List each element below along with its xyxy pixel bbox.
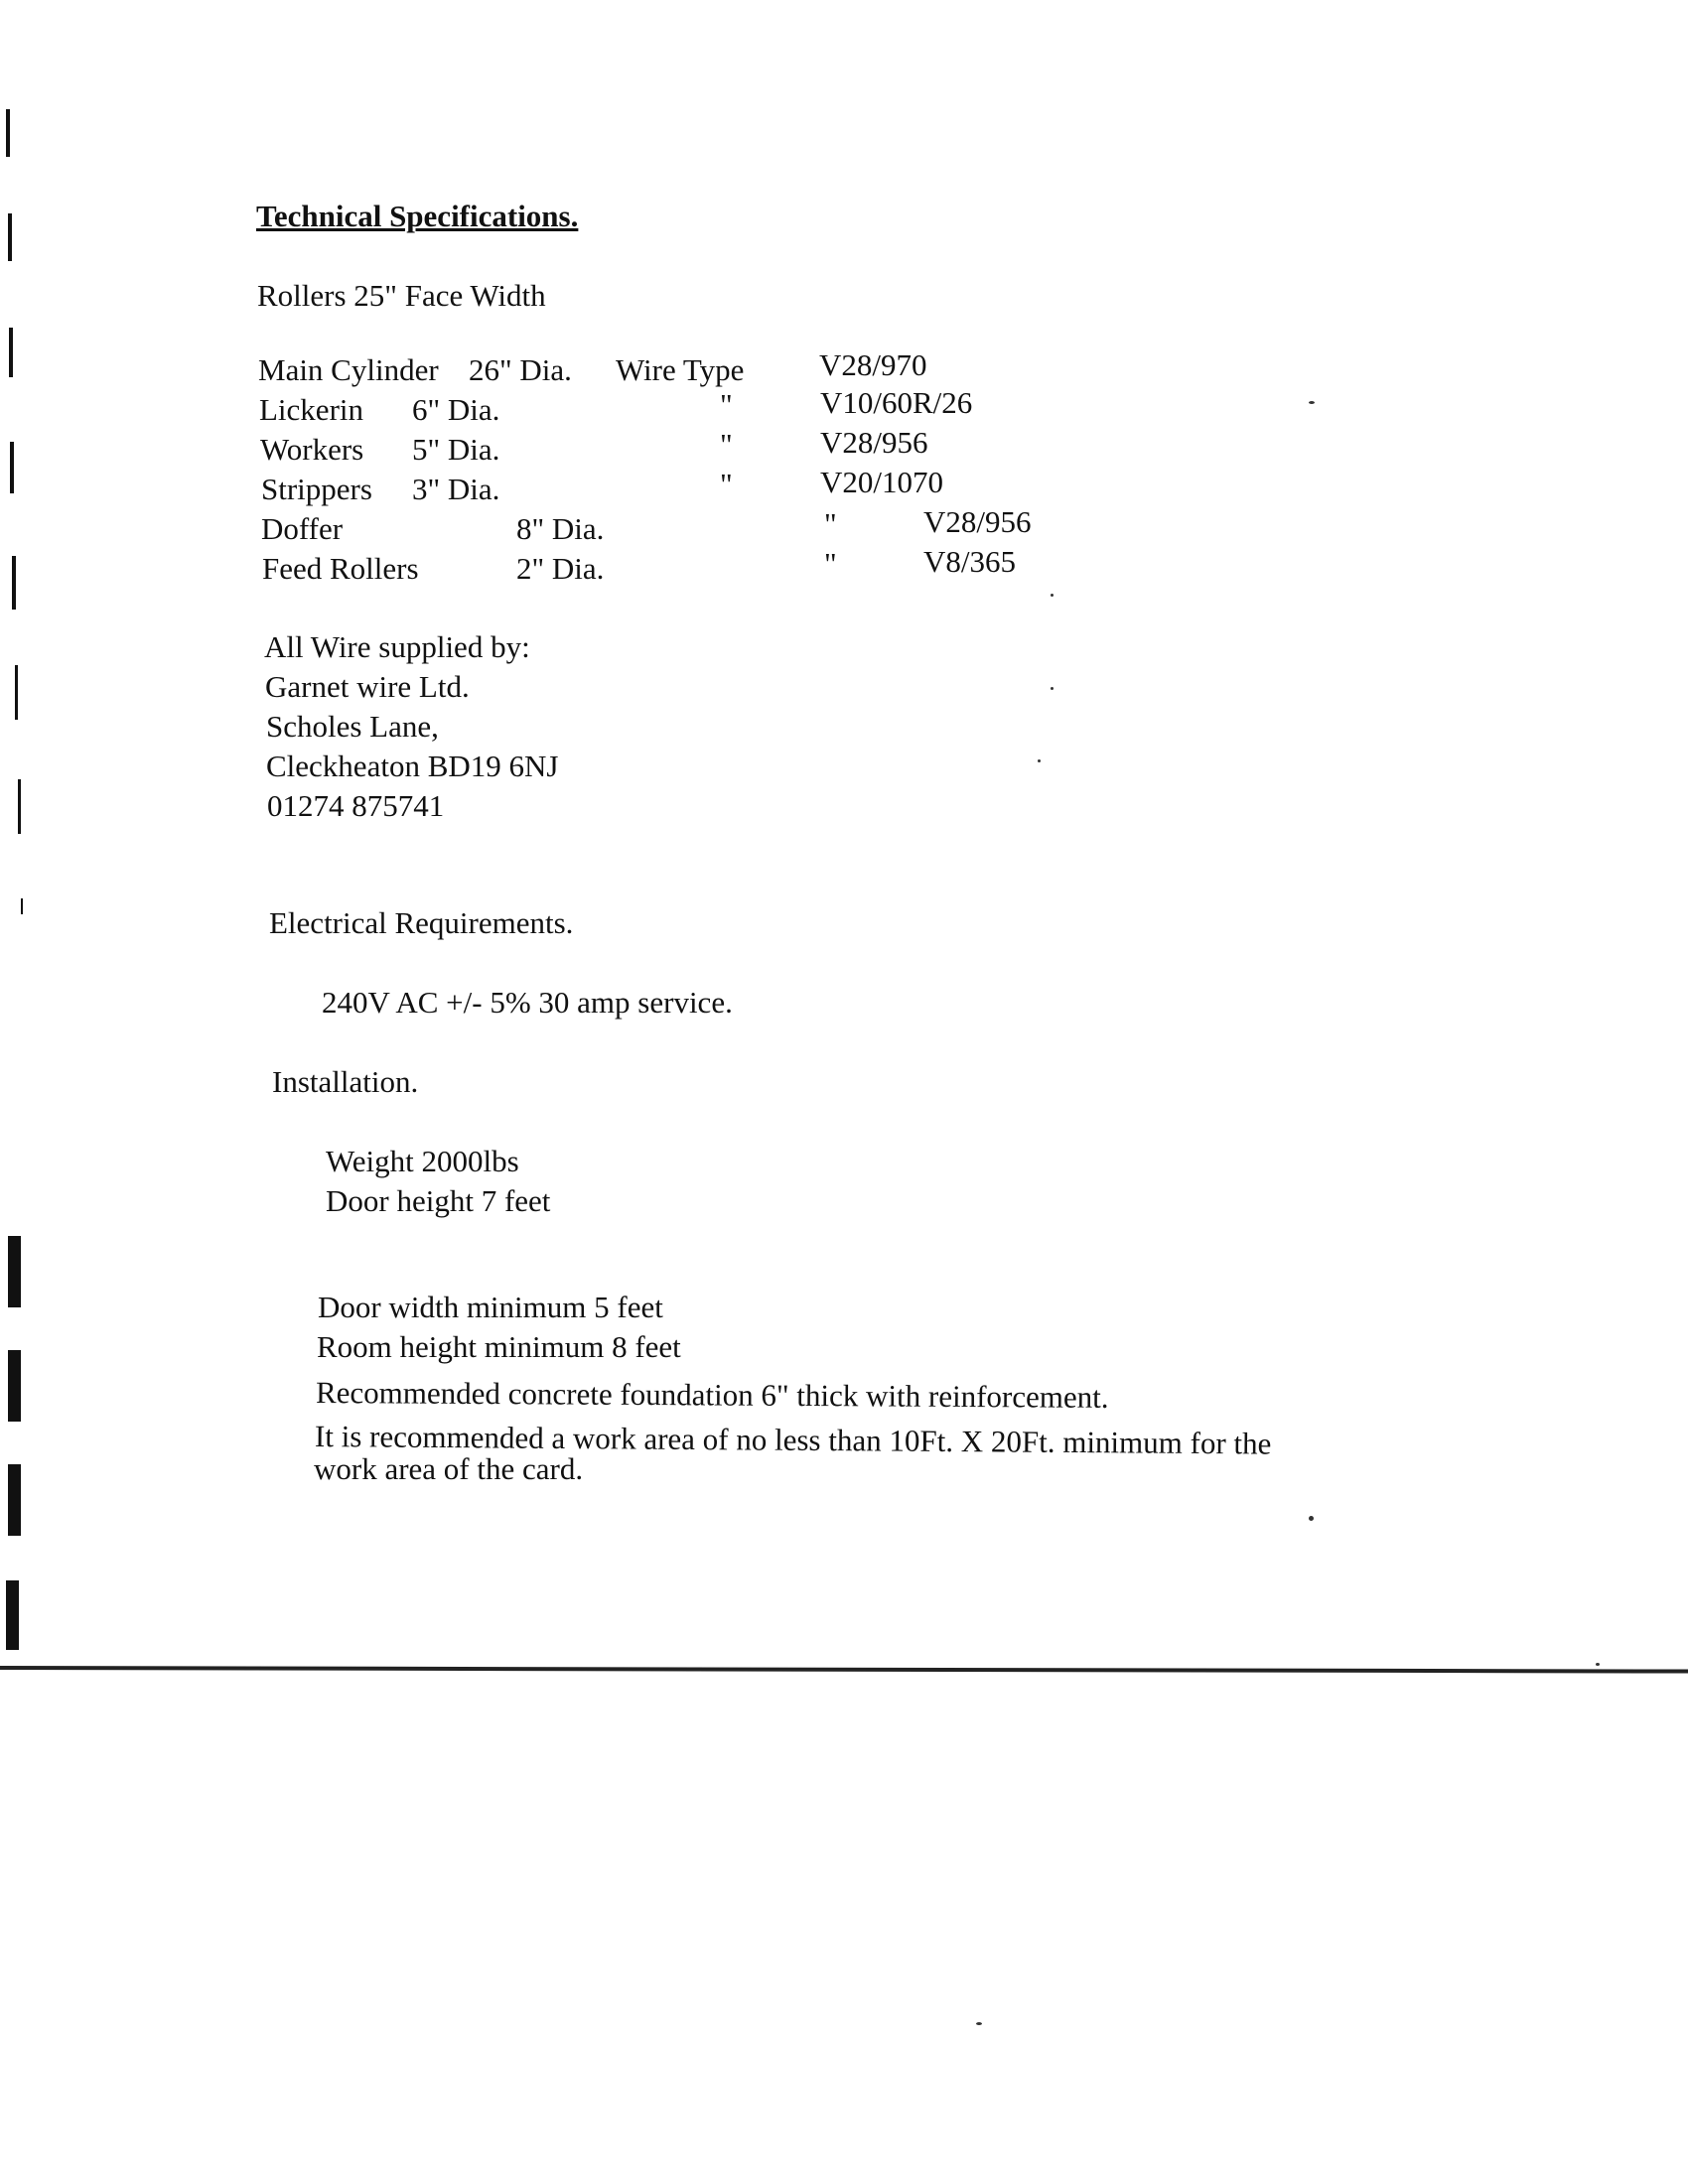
scan-mark [8, 1236, 21, 1307]
scan-mark [9, 328, 13, 377]
electrical-spec: 240V AC +/- 5% 30 amp service. [322, 985, 733, 1020]
scan-mark [6, 109, 10, 157]
wire-row-size: 5" Dia. [412, 432, 500, 467]
supplier-phone: 01274 875741 [267, 788, 445, 823]
wire-row-ditto: " [824, 506, 837, 541]
electrical-heading: Electrical Requirements. [269, 905, 574, 940]
scan-mark [6, 1580, 19, 1650]
wire-row-ditto: " [720, 467, 733, 501]
supplier-heading: All Wire supplied by: [264, 629, 530, 664]
installation-door-height: Door height 7 feet [326, 1183, 551, 1218]
installation-work-area-line1: It is recommended a work area of no less than 10Ft. X 20Ft. minimum for the [314, 1419, 1272, 1461]
installation-room-height: Room height minimum 8 feet [317, 1329, 681, 1364]
wire-row-name: Lickerin [259, 392, 364, 427]
wire-row-name: Feed Rollers [262, 551, 419, 586]
installation-heading: Installation. [272, 1064, 419, 1099]
speck [1596, 1663, 1600, 1666]
scan-mark [18, 779, 21, 834]
wire-row-size: 6" Dia. [412, 392, 500, 427]
speck [976, 2022, 982, 2025]
rollers-spec: Rollers 25" Face Width [257, 278, 546, 313]
scan-mark [12, 556, 16, 610]
wire-row-ditto: " [824, 546, 837, 581]
wire-row-code: V28/956 [923, 504, 1032, 539]
wire-row-size: 26" Dia. [469, 352, 572, 387]
wire-row-name: Doffer [261, 511, 344, 546]
wire-row-size: 3" Dia. [412, 472, 500, 506]
speck [1309, 401, 1315, 404]
wire-row-code: V8/365 [923, 544, 1016, 579]
scan-mark [8, 1350, 21, 1422]
installation-door-width: Door width minimum 5 feet [318, 1290, 663, 1324]
installation-work-area-line2: work area of the card. [314, 1451, 584, 1486]
wire-row-ditto: " [720, 387, 733, 422]
supplier-town: Cleckheaton BD19 6NJ [266, 749, 559, 783]
scan-mark [15, 665, 18, 720]
wire-row-ditto: " [720, 427, 733, 462]
speck [1051, 594, 1054, 597]
speck [1309, 1516, 1314, 1521]
wire-row-name: Strippers [261, 472, 372, 506]
scan-mark [8, 213, 12, 261]
wire-row-code: V28/956 [820, 425, 928, 460]
wire-row-name: Workers [260, 432, 364, 467]
horizontal-rule [0, 1666, 1688, 1674]
speck [1038, 759, 1041, 762]
wire-row-size: 8" Dia. [516, 511, 605, 546]
installation-foundation: Recommended concrete foundation 6" thick with reinforcement. [315, 1375, 1109, 1415]
wire-row-code: V10/60R/26 [820, 385, 973, 420]
speck [1051, 687, 1054, 690]
wire-row-name: Main Cylinder [258, 352, 439, 387]
scan-mark [8, 1464, 21, 1536]
supplier-street: Scholes Lane, [266, 709, 439, 744]
wire-type-label: Wire Type [616, 352, 745, 387]
wire-row-size: 2" Dia. [516, 551, 605, 586]
supplier-name: Garnet wire Ltd. [265, 669, 470, 704]
scan-mark [21, 898, 23, 914]
wire-row-code: V28/970 [819, 347, 927, 382]
installation-weight: Weight 2000lbs [326, 1144, 519, 1178]
page-title: Technical Specifications. [256, 199, 579, 233]
wire-row-code: V20/1070 [820, 465, 943, 499]
scan-mark [10, 442, 14, 493]
